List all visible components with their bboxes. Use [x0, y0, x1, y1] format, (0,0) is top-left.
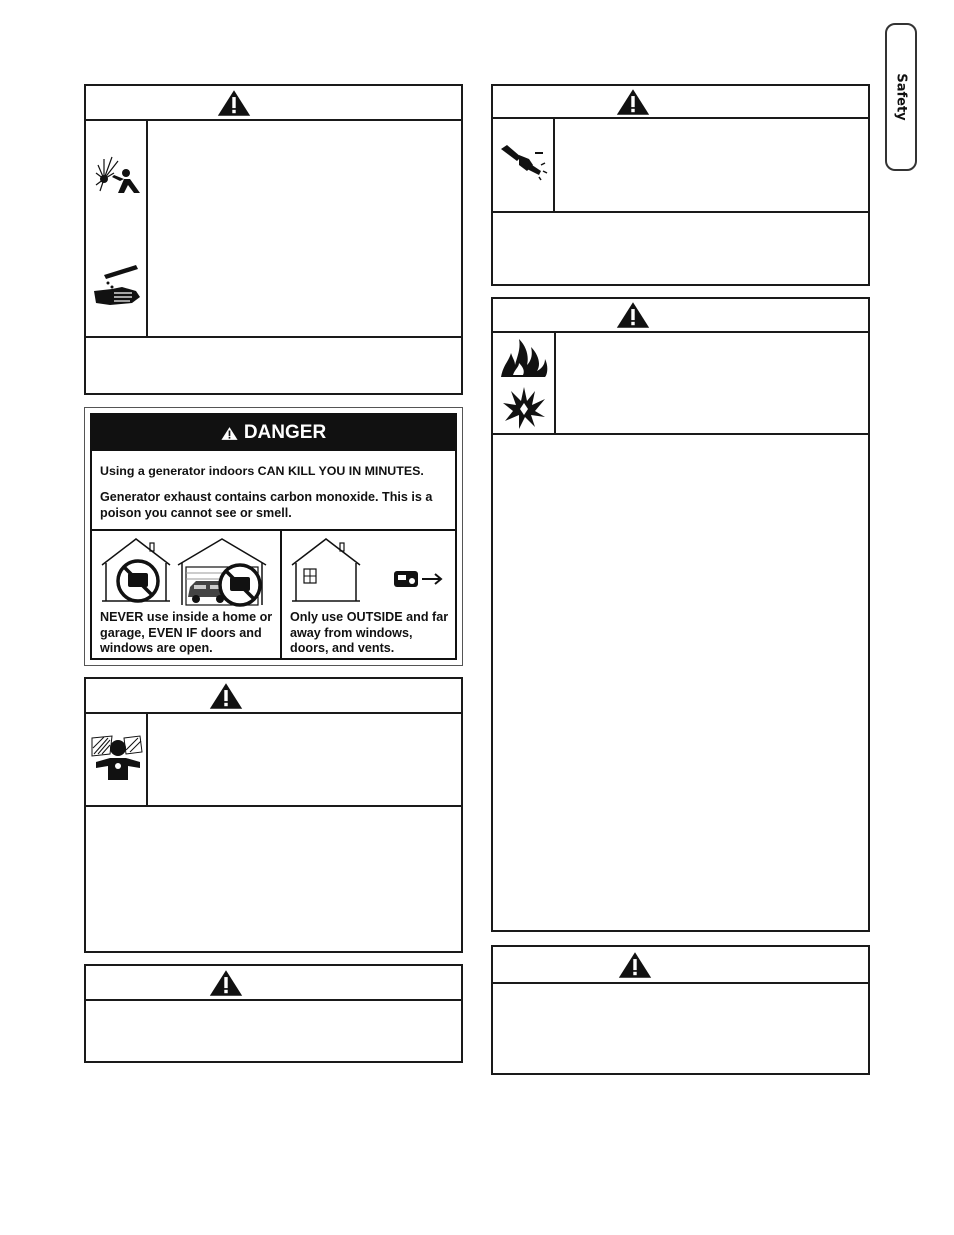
divider: [493, 211, 868, 213]
explosion-icon: [94, 151, 142, 195]
icon-column: [493, 117, 555, 213]
warning-triangle-icon: [209, 682, 243, 710]
safety-tab-label: Safety: [893, 73, 909, 121]
icon-column: [493, 331, 556, 435]
generator-icon: [392, 567, 446, 593]
danger-line-1: Using a generator indoors CAN KILL YOU IN MINUTES.: [100, 464, 424, 478]
warning-triangle-icon: [209, 969, 243, 997]
warning-triangle-icon: [217, 89, 251, 117]
fire-icon: [499, 335, 549, 377]
warning-box-flying-debris: [84, 677, 463, 953]
warning-box-moving-parts: [491, 84, 870, 286]
house-no-generator-icon: [100, 535, 172, 603]
danger-line-2: Generator exhaust contains carbon monoxide. This is a poison you cannot see or smell.: [100, 490, 433, 520]
warning-box-battery: [84, 84, 463, 395]
blast-icon: [501, 385, 547, 429]
head-protection-icon: [90, 734, 144, 780]
danger-panel: [84, 407, 463, 666]
cut-hand-icon: [499, 141, 549, 181]
divider: [86, 336, 461, 338]
warning-box-small: [84, 964, 463, 1063]
icon-column: [86, 712, 148, 807]
warning-triangle-icon: [616, 88, 650, 116]
warning-header: [493, 947, 868, 984]
chemical-burn-icon: [92, 261, 142, 307]
safety-tab[interactable]: [885, 23, 917, 171]
warning-header: [493, 299, 868, 333]
outside-only-text: Only use OUTSIDE and far away from windows, doors, and vents.: [290, 610, 449, 655]
warning-box-fuel: [491, 297, 870, 932]
danger-banner: [92, 415, 455, 451]
warning-triangle-icon: [616, 301, 650, 329]
icon-column: [86, 119, 148, 337]
warning-header: [86, 966, 461, 1001]
warning-header: [493, 86, 868, 119]
divider: [493, 433, 868, 435]
warning-triangle-icon: [221, 426, 238, 441]
danger-panel-inner: [90, 413, 457, 660]
never-indoors-text: NEVER use inside a home or garage, EVEN IF doors and windows are open.: [100, 610, 273, 655]
danger-title: DANGER: [243, 422, 327, 443]
garage-no-generator-icon: [176, 535, 268, 607]
warning-header: [86, 86, 461, 121]
warning-triangle-icon: [618, 951, 652, 979]
divider: [86, 805, 461, 807]
divider: [92, 529, 455, 531]
house-outside-icon: [290, 535, 362, 603]
divider: [280, 529, 282, 658]
warning-header: [86, 679, 461, 714]
warning-box-bottom-right: [491, 945, 870, 1075]
